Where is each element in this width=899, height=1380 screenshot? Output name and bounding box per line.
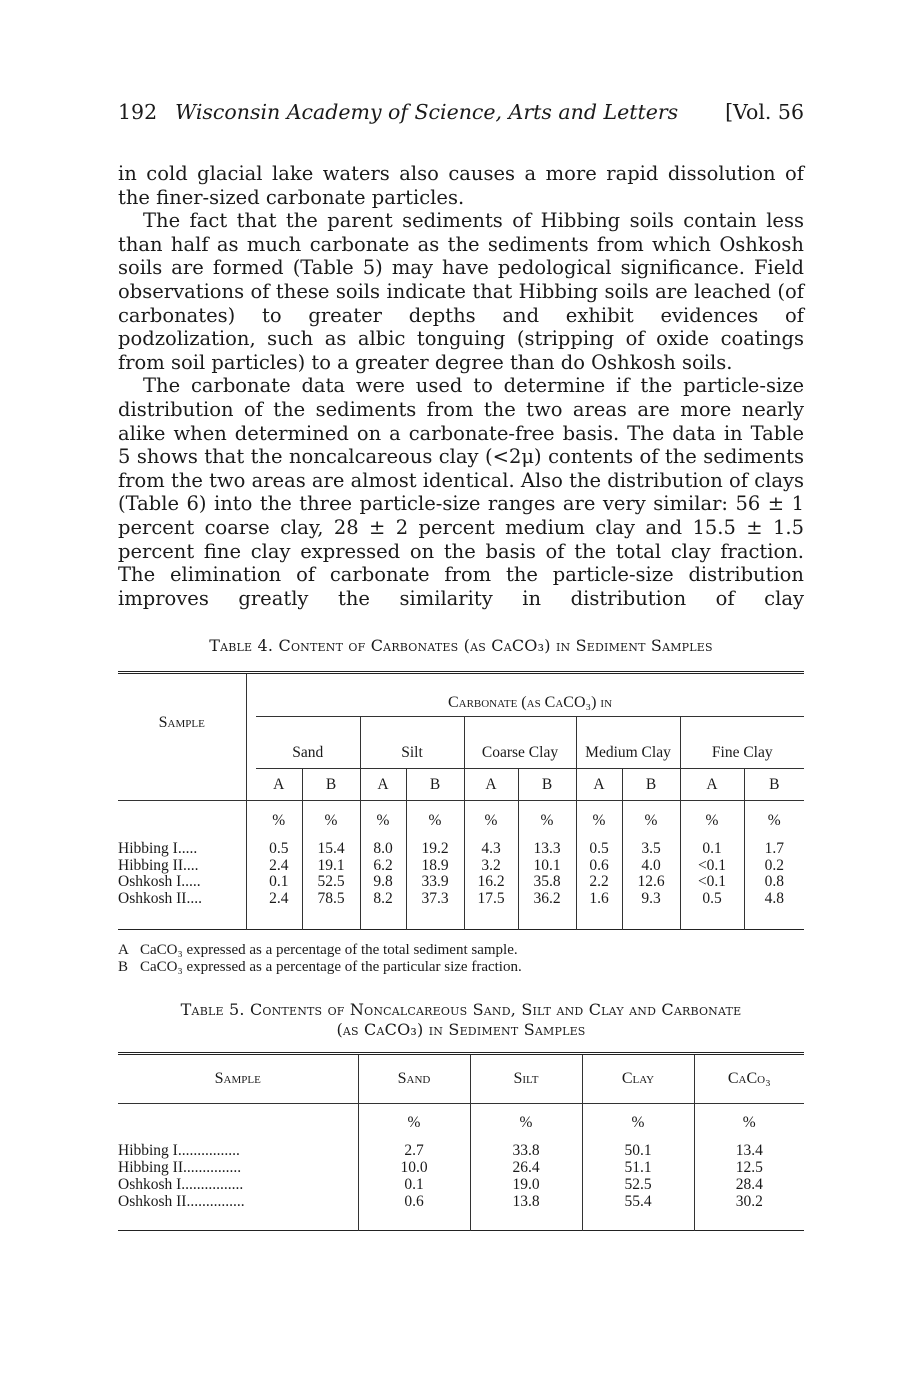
table-cell: 0.5 <box>269 840 289 858</box>
unit-label: % <box>358 1104 470 1143</box>
table-cell: 0.8 <box>744 874 804 891</box>
table-cell: 0.5 <box>680 891 744 930</box>
table-cell: 0.6 <box>576 858 622 875</box>
table-cell: 8.2 <box>360 891 406 930</box>
table4-notes <box>118 942 804 976</box>
unit-label: % <box>360 801 406 842</box>
table-cell: 78.5 <box>302 891 360 930</box>
col-a: A <box>576 769 622 801</box>
unit-label: % <box>576 801 622 842</box>
col-b: B <box>744 769 804 801</box>
table5-caption-line: (as CaCO₃) in Sediment Samples <box>336 1020 586 1040</box>
table4-sample-header: Sample <box>158 714 205 732</box>
col-b: B <box>302 769 360 801</box>
table-row <box>118 1176 804 1193</box>
table-cell: 2.7 <box>358 1142 470 1159</box>
col-a: A <box>464 769 518 801</box>
table-row <box>118 1142 804 1159</box>
table-cell: 0.1 <box>269 873 289 891</box>
table-row <box>118 874 804 891</box>
col-a: A <box>680 769 744 801</box>
table4-caption-text: Table 4. Content of Carbonates (as CaCO₃) in Sediment Samples <box>209 636 713 656</box>
table-cell: 10.1 <box>518 858 576 875</box>
table-cell: 52.5 <box>302 874 360 891</box>
table-cell: 2.2 <box>576 874 622 891</box>
unit-label: % <box>406 801 464 842</box>
table-cell: 4.8 <box>744 891 804 930</box>
table-cell: 19.0 <box>470 1176 582 1193</box>
unit-label: % <box>622 801 680 842</box>
table-cell: 13.3 <box>518 841 576 858</box>
table-cell: 0.6 <box>358 1193 470 1231</box>
col-a: A <box>256 769 302 801</box>
unit-label: % <box>744 801 804 842</box>
table-cell: 51.1 <box>582 1159 694 1176</box>
table-cell: 9.3 <box>622 891 680 930</box>
table4-fraction-header: Medium Clay <box>576 717 680 769</box>
table-cell: 4.3 <box>464 841 518 858</box>
table-cell: 30.2 <box>694 1193 804 1231</box>
table-cell: 12.5 <box>694 1159 804 1176</box>
table-row <box>118 858 804 875</box>
table4-fraction-header: Fine Clay <box>680 717 804 769</box>
unit-label: % <box>464 801 518 842</box>
table-cell: 0.2 <box>744 858 804 875</box>
table-cell: 2.4 <box>269 856 289 874</box>
table4-fraction-header: Sand <box>256 717 360 769</box>
unit-label: % <box>694 1104 804 1143</box>
row-label: Hibbing II............... <box>118 1159 242 1177</box>
paragraph: The carbonate data were used to determine if the particle-size distribution of the sediments from the two areas are more nearly alike when determined on a carbonate-free basis. The data in Table 5 shows that the noncalcareous clay (<2μ) contents of the sediments from the two areas are almost identical. Also the distribution of clays (Table 6) into the three particle-size ranges are very similar: 56 ± 1 percent coarse clay, 28 ± 2 percent medium clay and 15.5 ± 1.5 percent fine clay expressed on the basis of the total clay fraction. The elimination of carbonate from the particle-size distribution improves greatly the similarity in distribution of clay <box>118 374 804 610</box>
running-header <box>118 100 804 136</box>
col-b: B <box>622 769 680 801</box>
table-cell: 1.6 <box>576 891 622 930</box>
table-cell: 9.8 <box>360 874 406 891</box>
body-text <box>118 162 804 610</box>
table-cell: 10.0 <box>358 1159 470 1176</box>
table-cell: 0.1 <box>358 1176 470 1193</box>
col-b: B <box>518 769 576 801</box>
table-cell: 55.4 <box>582 1193 694 1231</box>
volume-label: [Vol. 56 <box>725 100 804 124</box>
paragraph: in cold glacial lake waters also causes a more rapid dissolution of the finer-sized carbonate particles. <box>118 162 804 209</box>
table-cell: 13.8 <box>470 1193 582 1231</box>
table5-header: CaCo₃ <box>694 1054 804 1104</box>
table-cell: 3.2 <box>464 858 518 875</box>
table4-body <box>118 841 804 930</box>
row-label: Oshkosh II.... <box>118 889 202 907</box>
table5-caption <box>118 1000 804 1040</box>
row-label: Oshkosh I..... <box>118 873 201 891</box>
table-cell: 15.4 <box>302 841 360 858</box>
table-row <box>118 1193 804 1231</box>
table-cell: 6.2 <box>360 858 406 875</box>
table4-fraction-header: Silt <box>360 717 464 769</box>
page <box>118 100 804 1231</box>
table5-header: Clay <box>582 1054 694 1104</box>
page-number: 192 <box>118 100 158 124</box>
table4-note: B CaCO₃ expressed as a percentage of the particular size fraction. <box>118 959 522 976</box>
table-cell: 4.0 <box>622 858 680 875</box>
table-cell: 35.8 <box>518 874 576 891</box>
table-cell: 18.9 <box>406 858 464 875</box>
table-cell: 28.4 <box>694 1176 804 1193</box>
table-cell: 3.5 <box>622 841 680 858</box>
table-cell: 8.0 <box>360 841 406 858</box>
table-cell: <0.1 <box>680 858 744 875</box>
row-label: Oshkosh II............... <box>118 1193 245 1211</box>
table-cell: 12.6 <box>622 874 680 891</box>
table-cell: 19.2 <box>406 841 464 858</box>
table4-caption <box>118 636 804 655</box>
table4-fraction-header: Coarse Clay <box>464 717 576 769</box>
table-cell: 0.1 <box>680 841 744 858</box>
table5-header: Silt <box>470 1054 582 1104</box>
unit-label: % <box>582 1104 694 1143</box>
table-cell: 52.5 <box>582 1176 694 1193</box>
col-a: A <box>360 769 406 801</box>
journal-title: Wisconsin Academy of Science, Arts and Letters <box>175 100 679 124</box>
table5-caption-line: Table 5. Contents of Noncalcareous Sand, Silt and Clay and Carbonate <box>180 1000 742 1020</box>
table5-body <box>118 1142 804 1231</box>
table-cell: 16.2 <box>464 874 518 891</box>
table5-header: Sand <box>358 1054 470 1104</box>
unit-label: % <box>518 801 576 842</box>
unit-label: % <box>470 1104 582 1143</box>
row-label: Hibbing II.... <box>118 856 199 874</box>
table4-note: A CaCO₃ expressed as a percentage of the total sediment sample. <box>118 942 518 959</box>
table-row <box>118 841 804 858</box>
paragraph: The fact that the parent sediments of Hibbing soils contain less than half as much carbonate as the sediments from which Oshkosh soils are formed (Table 5) may have pedological significance. Field observations of these soils indicate that Hibbing soils are leached (of carbonates) to greater depths and exhibit evidences of podzolization, such as albic tonguing (stripping of oxide coatings from soil particles) to a greater degree than do Oshkosh soils. <box>118 209 804 374</box>
col-b: B <box>406 769 464 801</box>
table4-group-header: Carbonate (as CaCO₃) in <box>447 694 613 712</box>
table-cell: 13.4 <box>694 1142 804 1159</box>
table4 <box>118 671 804 930</box>
table-cell: 37.3 <box>406 891 464 930</box>
table-cell: 33.8 <box>470 1142 582 1159</box>
table-cell: 36.2 <box>518 891 576 930</box>
row-label: Oshkosh I................ <box>118 1176 244 1194</box>
table-cell: 0.5 <box>576 841 622 858</box>
table-cell: 19.1 <box>302 858 360 875</box>
row-label: Hibbing I................ <box>118 1142 240 1160</box>
table-cell: 2.4 <box>269 889 289 907</box>
row-label: Hibbing I..... <box>118 840 198 858</box>
table-cell: 50.1 <box>582 1142 694 1159</box>
table-row <box>118 891 804 930</box>
table5-header: Sample <box>118 1054 358 1104</box>
unit-label: % <box>680 801 744 842</box>
table-cell: 17.5 <box>464 891 518 930</box>
table-row <box>118 1159 804 1176</box>
table-cell: 33.9 <box>406 874 464 891</box>
table-cell: 1.7 <box>744 841 804 858</box>
unit-label: % <box>272 812 286 830</box>
table-cell: <0.1 <box>680 874 744 891</box>
unit-label: % <box>302 801 360 842</box>
table5 <box>118 1052 804 1231</box>
table-cell: 26.4 <box>470 1159 582 1176</box>
